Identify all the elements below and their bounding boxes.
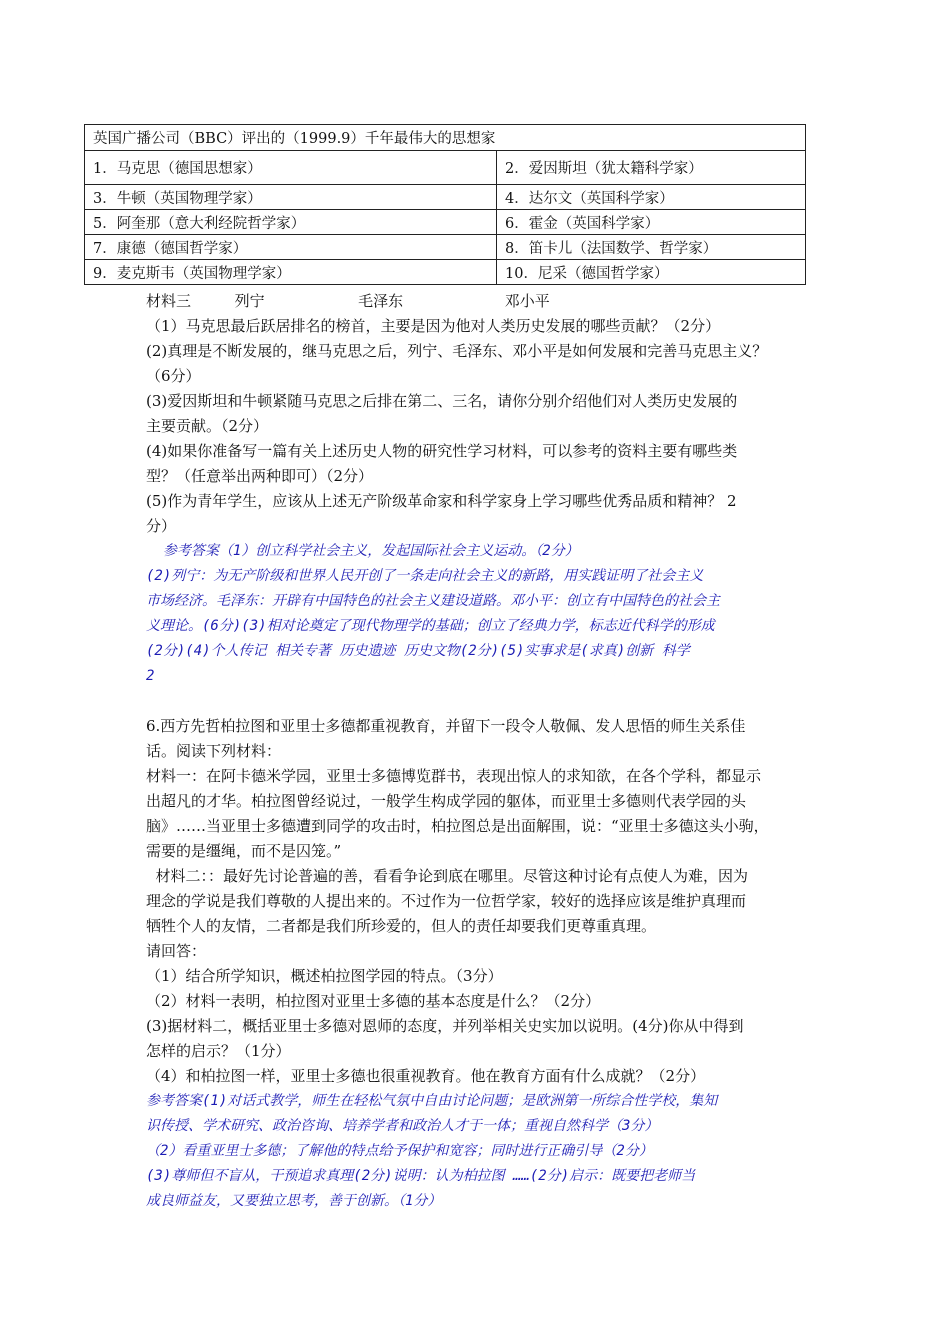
table-cell: 8．笛卡儿（法国数学、哲学家） — [497, 235, 806, 260]
answer-line: （2）看重亚里士多德；了解他的特点给予保护和宽容；同时进行正确引导（2分） — [146, 1143, 653, 1159]
answer-line: 成良师益友，又要独立思考，善于创新。（1分） — [146, 1193, 442, 1209]
answer-line: 2 — [146, 668, 155, 684]
material-three-line — [146, 289, 816, 314]
answer-line: 参考答案（1）创立科学社会主义，发起国际社会主义运动。（2分） — [146, 543, 579, 559]
table-cell: 6．霍金（英国科学家） — [497, 210, 806, 235]
answer-block-six — [146, 1089, 816, 1214]
questions-block — [146, 314, 816, 539]
question-line: (4)如果你准备写一篇有关上述历史人物的研究性学习材料，可以参考的资料主要有哪些类 — [146, 442, 738, 460]
paragraph-line: 话。阅读下列材料： — [146, 742, 282, 760]
table-cell: 7．康德（德国哲学家） — [85, 235, 497, 260]
question-line: (3)据材料二，概括亚里士多德对恩师的态度，并列举相关史实加以说明。(4分)你从中得到 — [146, 1017, 744, 1035]
paragraph-line: 牺牲个人的友情，二者都是我们所珍爱的，但人的责任却要我们更尊重真理。 — [146, 917, 657, 935]
table-row — [85, 235, 806, 260]
answer-line: 参考答案(1)对话式教学，师生在轻松气氛中自由讨论问题；是欧洲第一所综合性学校，集知 — [146, 1093, 718, 1109]
answer-block — [146, 539, 816, 689]
question-line: （1）结合所学知识，概述柏拉图学园的特点。（3分） — [146, 967, 503, 985]
table-cell: 5．阿奎那（意大利经院哲学家） — [85, 210, 497, 235]
thinkers-table — [84, 124, 806, 285]
paragraph-line: 材料二：：最好先讨论普遍的善，看看争论到底在哪里。尽管这种讨论有点使人为难，因为 — [146, 867, 749, 885]
answer-line: 市场经济。毛泽东：开辟有中国特色的社会主义建设道路。邓小平：创立有中国特色的社会主 — [146, 593, 720, 609]
paragraph-line: 理念的学说是我们尊敬的人提出来的。不过作为一位哲学家，较好的选择应该是维护真理而 — [146, 892, 747, 910]
question-line: 主要贡献。（2分） — [146, 417, 269, 435]
table-title: 英国广播公司（BBC）评出的（1999.9）千年最伟大的思想家 — [85, 125, 806, 151]
answer-line: (2分)(4)个人传记 相关专著 历史遗迹 历史文物(2分)(5)实事求是(求真)创新 科学 — [146, 643, 690, 659]
table-cell: 10．尼采（德国哲学家） — [497, 260, 806, 285]
table-row — [85, 260, 806, 285]
question-line: （6分） — [146, 367, 201, 385]
answer-line: (2)列宁：为无产阶级和世界人民开创了一条走向社会主义的新路，用实践证明了社会主义 — [146, 568, 704, 584]
table-row — [85, 151, 806, 185]
paragraph-line: 6.西方先哲柏拉图和亚里士多德都重视教育，并留下一段令人敬佩、发人思悟的师生关系佳 — [146, 717, 746, 735]
table-row — [85, 210, 806, 235]
paragraph-line: 脑》……当亚里士多德遭到同学的攻击时，柏拉图总是出面解围，说：“亚里士多德这头小驹， — [146, 817, 769, 835]
question-line: （1）马克思最后跃居排名的榜首，主要是因为他对人类历史发展的哪些贡献？（2分） — [146, 317, 721, 335]
question-line: 型？（任意举出两种即可）（2分） — [146, 467, 374, 485]
material-three-name: 邓小平 — [504, 292, 550, 310]
question-line: (5)作为青年学生，应该从上述无产阶级革命家和科学家身上学习哪些优秀品质和精神？ 2 — [146, 492, 737, 510]
answer-line: 识传授、学术研究、政治咨询、培养学者和政治人才于一体；重视自然科学（3分） — [146, 1118, 659, 1134]
answer-line: 义理论。(6分)(3)相对论奠定了现代物理学的基础；创立了经典力学，标志近代科学的形成 — [146, 618, 715, 634]
material-three-name: 毛泽东 — [358, 292, 404, 310]
paragraph-line: 出超凡的才华。柏拉图曾经说过，一般学生构成学园的躯体，而亚里士多德则代表学园的头 — [146, 792, 747, 810]
table-cell: 2．爱因斯坦（犹太籍科学家） — [497, 151, 806, 185]
material-three-label: 材料三 — [146, 292, 192, 310]
question-line: (3)爱因斯坦和牛顿紧随马克思之后排在第二、三名，请你分别介绍他们对人类历史发展的 — [146, 392, 738, 410]
paragraph-line: 需要的是缰绳，而不是囚笼。” — [146, 842, 342, 860]
question-line: 怎样的启示？（1分） — [146, 1042, 291, 1060]
paragraph-line: 请回答： — [146, 942, 207, 960]
question-line: （2）材料一表明，柏拉图对亚里士多德的基本态度是什么？（2分） — [146, 992, 601, 1010]
question-six-block — [146, 714, 816, 1089]
paragraph-line: 材料一：在阿卡德米学园，亚里士多德博览群书，表现出惊人的求知欲，在各个学科，都显示 — [146, 767, 762, 785]
question-line: 分） — [146, 517, 177, 535]
question-line: (2)真理是不断发展的，继马克思之后，列宁、毛泽东、邓小平是如何发展和完善马克思主义？ — [146, 342, 768, 360]
table-cell: 9．麦克斯韦（英国物理学家） — [85, 260, 497, 285]
table-cell: 4．达尔文（英国科学家） — [497, 185, 806, 210]
table-cell: 1．马克思（德国思想家） — [85, 151, 497, 185]
table-row — [85, 185, 806, 210]
answer-line: (3)尊师但不盲从，干预追求真理(2分)说明：认为柏拉图 ……(2分)启示：既要把老师当 — [146, 1168, 696, 1184]
question-line: （4）和柏拉图一样，亚里士多德也很重视教育。他在教育方面有什么成就？（2分） — [146, 1067, 706, 1085]
table-cell: 3．牛顿（英国物理学家） — [85, 185, 497, 210]
material-three-name: 列宁 — [234, 292, 265, 310]
